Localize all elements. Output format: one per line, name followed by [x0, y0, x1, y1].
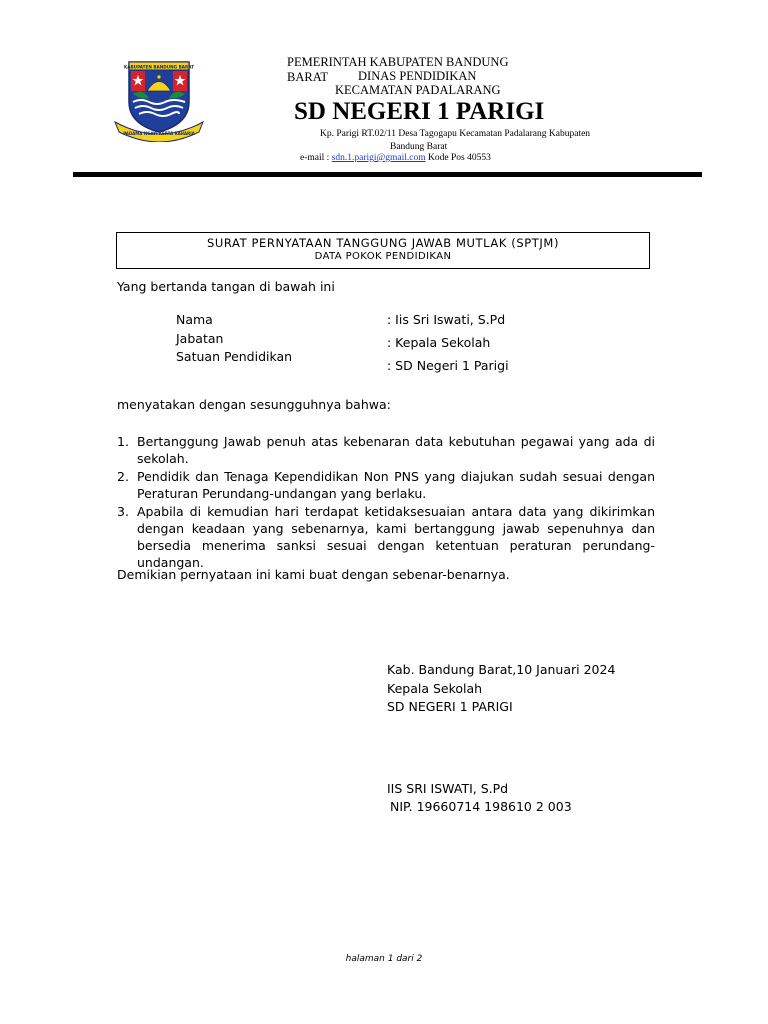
list-item-number: 2. [117, 469, 129, 484]
email-link[interactable]: sdn.1.parigi@gmail.com [331, 153, 426, 163]
header-divider [73, 172, 702, 177]
statement-text: menyatakan dengan sesungguhnya bahwa: [117, 397, 391, 412]
signature-place-date: Kab. Bandung Barat,10 Januari 2024 [387, 662, 616, 677]
page-number: halaman 1 dari 2 [345, 954, 423, 964]
header-address [320, 128, 640, 154]
svg-text:PADAMA NGAYI KERTA RAHARJA: PADAMA NGAYI KERTA RAHARJA [123, 131, 195, 136]
intro-text: Yang bertanda tangan di bawah ini [117, 279, 335, 294]
email-label: e-mail : [300, 153, 330, 163]
list-item-text: Apabila di kemudian hari terdapat ketidaksesuaian antara data yang dikirimkan dengan keadaan yang sebenarnya, kami bertanggung jawab sepenuhnya dan bersedia menerima sanksi sesuai dengan ketentuan peraturan perundang-undangan. [137, 504, 655, 570]
identity-value-name: : Iis Sri Iswati, S.Pd [387, 312, 506, 327]
identity-value-position: : Kepala Sekolah [387, 335, 491, 350]
identity-label-position: Jabatan [176, 331, 224, 346]
list-item [117, 433, 655, 467]
header-department: DINAS PENDIDIKAN [358, 69, 477, 83]
statement-list [117, 433, 655, 572]
document-title-box [116, 232, 650, 269]
identity-value-unit: : SD Negeri 1 Parigi [387, 358, 509, 373]
list-item-number: 1. [117, 434, 129, 449]
regency-crest-icon [113, 58, 205, 142]
header-school-name: SD NEGERI 1 PARIGI [294, 98, 545, 125]
address-line-2: Bandung Barat [390, 142, 448, 152]
identity-label-unit: Satuan Pendidikan [176, 349, 293, 364]
regency-logo [113, 58, 205, 142]
header-district: KECAMATAN PADALARANG [335, 83, 501, 97]
document-subtitle: DATA POKOK PENDIDIKAN [314, 251, 452, 262]
signature-school: SD NEGERI 1 PARIGI [387, 699, 513, 714]
list-item-number: 3. [117, 504, 129, 519]
header-contact [300, 153, 660, 163]
document-title: SURAT PERNYATAAN TANGGUNG JAWAB MUTLAK (SPTJM) [206, 236, 560, 250]
signature-position: Kepala Sekolah [387, 681, 483, 696]
postal-code: Kode Pos 40553 [428, 153, 491, 163]
list-item [117, 503, 655, 571]
list-item-text: Bertanggung Jawab penuh atas kebenaran data kebutuhan pegawai yang ada di sekolah. [137, 434, 655, 466]
signature-nip: NIP. 19660714 198610 2 003 [390, 799, 572, 814]
svg-text:KABUPATEN BANDUNG BARAT: KABUPATEN BANDUNG BARAT [124, 64, 194, 70]
list-item [117, 468, 655, 502]
address-line-1: Kp. Parigi RT.02/11 Desa Tagogapu Kecamatan Padalarang Kabupaten [320, 129, 591, 139]
header-government: PEMERINTAH KABUPATEN BANDUNG BARAT [287, 55, 509, 84]
list-item-text: Pendidik dan Tenaga Kependidikan Non PNS yang diajukan sudah sesuai dengan Peraturan Perundang-undangan yang berlaku. [137, 469, 655, 501]
identity-label-name: Nama [176, 312, 213, 327]
signature-name: IIS SRI ISWATI, S.Pd [387, 781, 509, 796]
closing-text: Demikian pernyataan ini kami buat dengan sebenar-benarnya. [117, 567, 510, 582]
